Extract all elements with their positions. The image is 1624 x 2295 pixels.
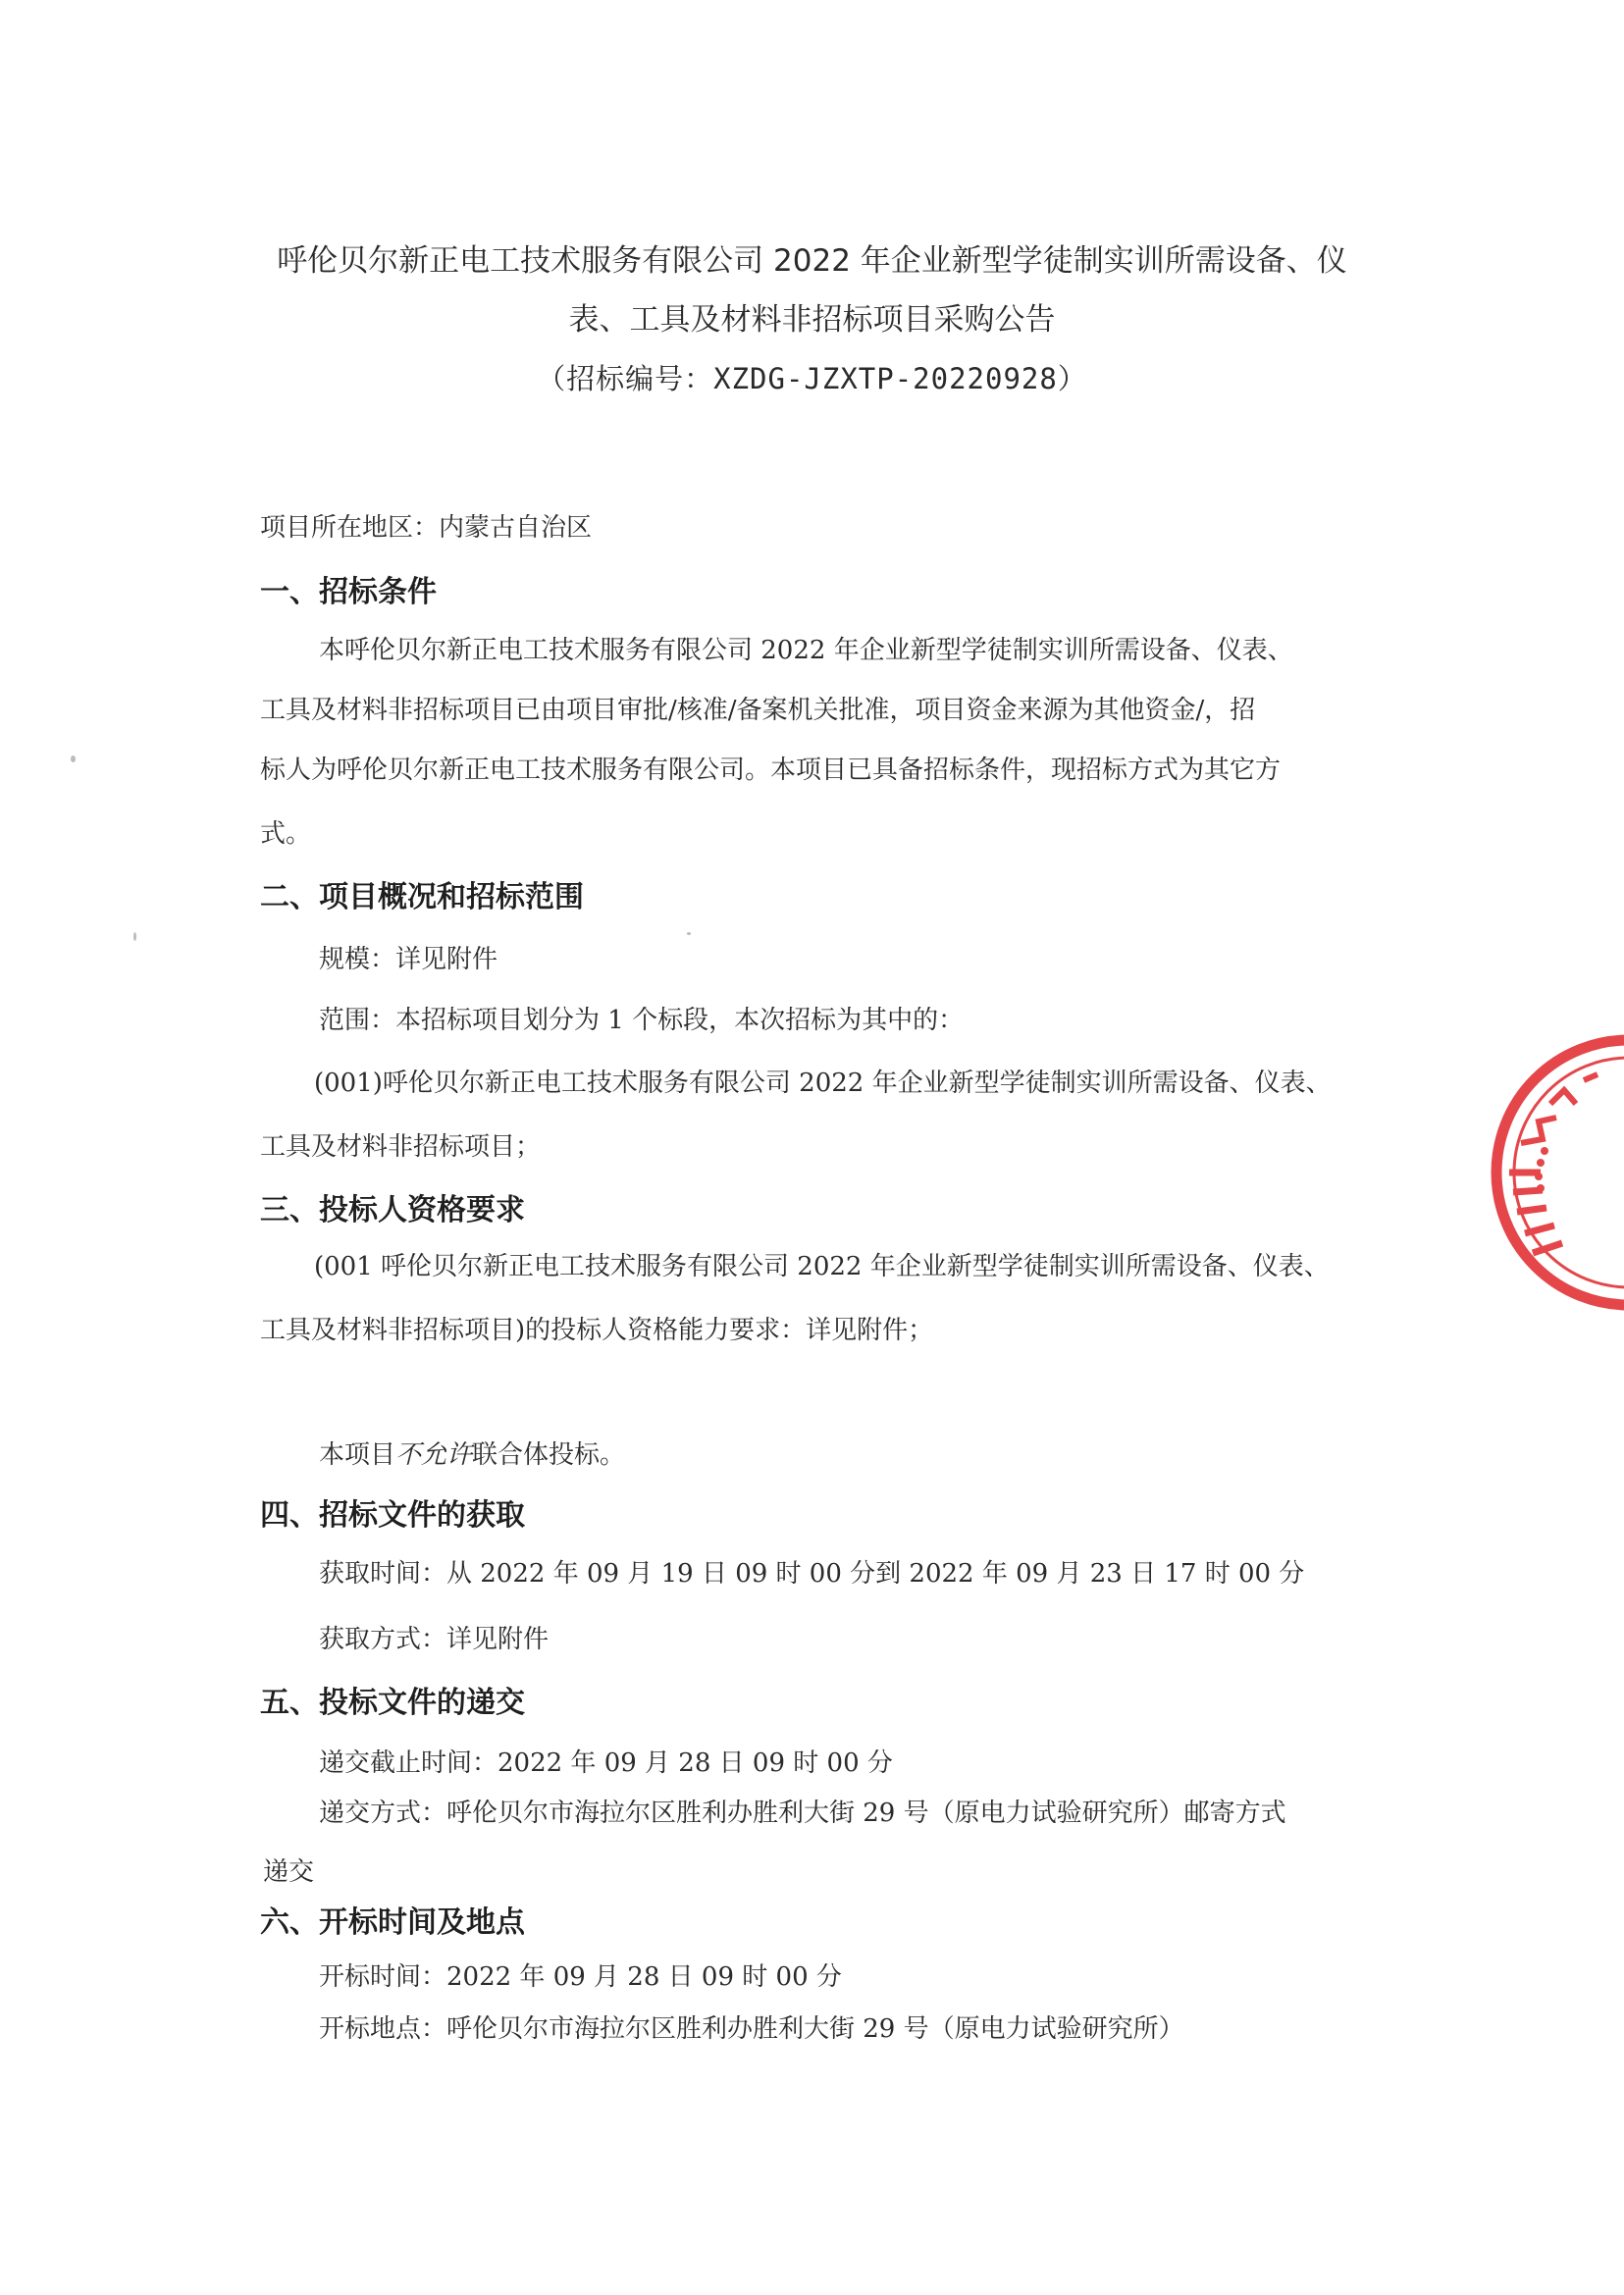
- section-2-heading: 二、项目概况和招标范围: [260, 880, 584, 914]
- qualification-line-2: 工具及材料非招标项目)的投标人资格能力要求：详见附件；: [260, 1316, 934, 1345]
- section-1-paragraph-line-2: 工具及材料非招标项目已由项目审批/核准/备案机关批准，项目资金来源为其他资金/，招: [260, 696, 1256, 725]
- opening-time: 开标时间：2022 年 09 月 28 日 09 时 00 分: [319, 1962, 842, 1992]
- document-title: [196, 232, 1428, 408]
- acquisition-time: 获取时间：从 2022 年 09 月 19 日 09 时 00 分到 2022 年 09 月 23 日 17 时 00 分: [319, 1559, 1305, 1589]
- title-line-1: 呼伦贝尔新正电工技术服务有限公司 2022 年企业新型学徒制实训所需设备、仪: [277, 243, 1347, 279]
- lot-item-line-2: 工具及材料非招标项目；: [260, 1132, 542, 1162]
- submission-method-line-1: 递交方式：呼伦贝尔市海拉尔区胜利办胜利大街 29 号（原电力试验研究所）邮寄方式: [319, 1799, 1286, 1828]
- section-5-heading: 五、投标文件的递交: [260, 1686, 525, 1720]
- official-seal-icon: [1482, 1025, 1624, 1320]
- project-location: 项目所在地区：内蒙古自治区: [260, 513, 593, 543]
- qualification-line-1: (001 呼伦贝尔新正电工技术服务有限公司 2022 年企业新型学徒制实训所需设备、仪表、: [314, 1252, 1330, 1281]
- section-1-paragraph-line-1: 本呼伦贝尔新正电工技术服务有限公司 2022 年企业新型学徒制实训所需设备、仪表、: [319, 636, 1293, 665]
- submission-method-line-2: 递交: [263, 1857, 315, 1887]
- submission-deadline: 递交截止时间：2022 年 09 月 28 日 09 时 00 分: [319, 1748, 893, 1778]
- lot-item-line-1: (001)呼伦贝尔新正电工技术服务有限公司 2022 年企业新型学徒制实训所需设备、仪表、: [314, 1069, 1332, 1098]
- project-scope: 范围：本招标项目划分为 1 个标段，本次招标为其中的：: [319, 1006, 965, 1035]
- consortium-note-pre: 本项目: [319, 1440, 396, 1470]
- title-line-2: 表、工具及材料非招标项目采购公告: [568, 302, 1056, 338]
- tender-code: （招标编号：XZDG-JZXTP-20220928）: [537, 362, 1087, 395]
- section-1-paragraph-line-3: 标人为呼伦贝尔新正电工技术服务有限公司。本项目已具备招标条件，现招标方式为其它方: [260, 756, 1282, 785]
- consortium-note-emphasis: 不允许: [395, 1440, 473, 1470]
- consortium-note-post: 联合体投标。: [472, 1440, 626, 1470]
- section-6-heading: 六、开标时间及地点: [260, 1905, 525, 1940]
- scan-speck: [687, 932, 691, 935]
- scan-speck: [71, 756, 76, 762]
- consortium-note: [319, 1439, 625, 1471]
- scan-speck: [133, 932, 136, 941]
- project-scale: 规模：详见附件: [319, 945, 498, 974]
- section-4-heading: 四、招标文件的获取: [260, 1498, 525, 1533]
- opening-place: 开标地点：呼伦贝尔市海拉尔区胜利办胜利大街 29 号（原电力试验研究所）: [319, 2014, 1184, 2044]
- section-1-paragraph-line-4: 式。: [260, 819, 312, 849]
- acquisition-method: 获取方式：详见附件: [319, 1625, 550, 1654]
- section-3-heading: 三、投标人资格要求: [260, 1193, 525, 1227]
- section-1-heading: 一、招标条件: [260, 575, 437, 609]
